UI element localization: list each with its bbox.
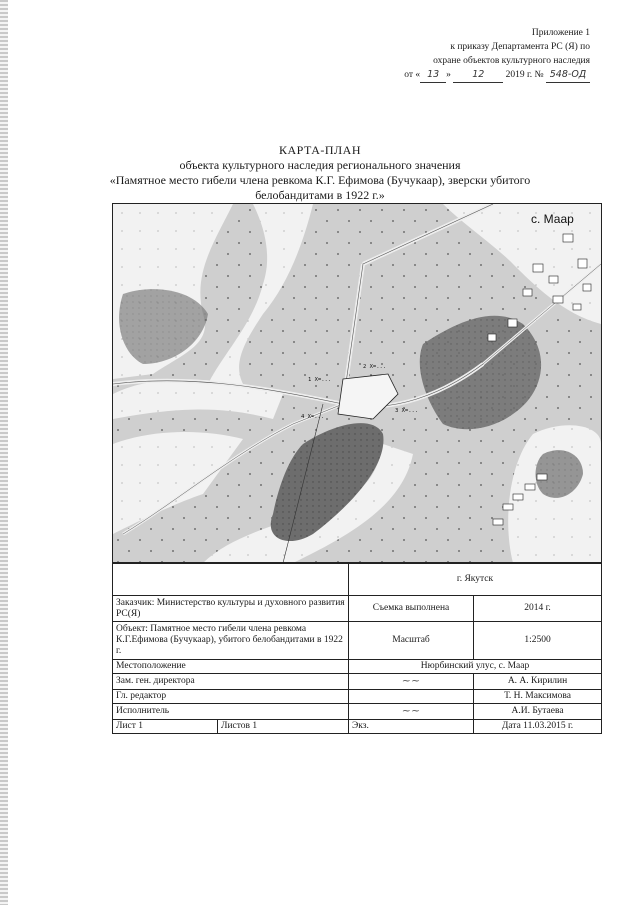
- date-day: 13: [420, 68, 446, 83]
- stamp-executor-label: Исполнитель: [113, 704, 349, 720]
- appendix-header: [330, 26, 590, 83]
- stamp-editor-label: Гл. редактор: [113, 690, 349, 704]
- village-label: с. Маар: [531, 212, 574, 226]
- stamp-row-location: [113, 660, 602, 674]
- stamp-scale-label: Масштаб: [349, 622, 474, 660]
- title-line-3: «Памятное место гибели члена ревкома К.Г. Ефимова (Бучукаар), зверски убитого: [109, 173, 531, 187]
- stamp-sheets-total: Листов 1: [218, 720, 349, 734]
- stamp-survey-year: 2014 г.: [474, 596, 602, 622]
- appendix-line-2: к приказу Департамента РС (Я) по: [450, 42, 590, 52]
- title-block: [100, 143, 540, 203]
- map-drawing: [113, 204, 601, 563]
- title-line-2: объекта культурного наследия регионального значения: [179, 158, 461, 172]
- coord-label-4: 4 X=...: [301, 414, 325, 420]
- appendix-line-3: охране объектов культурного наследия: [433, 56, 590, 66]
- date-mid: »: [446, 70, 451, 80]
- document-title: КАРТА-ПЛАН: [278, 143, 362, 157]
- stamp-city: г. Якутск: [349, 563, 602, 596]
- stamp-deputy-label: Зам. ген. директора: [113, 674, 349, 690]
- stamp-location-label: Местоположение: [113, 660, 349, 674]
- stamp-row-editor: [113, 690, 602, 704]
- coord-label-1: 1 X=...: [308, 377, 332, 383]
- date-prefix: от «: [404, 70, 421, 80]
- signature-executor: ~~: [401, 704, 421, 717]
- doc-number: 548-ОД: [546, 68, 590, 83]
- stamp-copy: Экз.: [349, 720, 474, 734]
- stamp-deputy-name: А. А. Кирилин: [474, 674, 602, 690]
- stamp-executor-name: А.И. Бутаева: [474, 704, 602, 720]
- stamp-location-value: Нюрбинский улус, с. Маар: [349, 660, 602, 674]
- order-date-line: [330, 68, 590, 83]
- stamp-row-object: [113, 622, 602, 660]
- scan-edge: [0, 0, 8, 905]
- stamp-row-city: [113, 563, 602, 596]
- stamp-row-sheets: [113, 720, 602, 734]
- stamp-sheet: Лист 1: [113, 720, 218, 734]
- date-month: 12: [453, 68, 503, 83]
- coord-label-2: 2 X=...: [363, 364, 387, 370]
- stamp-scale-value: 1:2500: [474, 622, 602, 660]
- title-line-4: белобандитами в 1922 г.»: [255, 188, 385, 202]
- stamp-date: Дата 11.03.2015 г.: [474, 720, 602, 734]
- signature-deputy: ~~: [401, 674, 421, 687]
- stamp-row-customer: [113, 596, 602, 622]
- date-year: 2019 г. №: [505, 70, 544, 80]
- stamp-row-executor: [113, 704, 602, 720]
- stamp-editor-name: Т. Н. Максимова: [474, 690, 602, 704]
- stamp-object: Объект: Памятное место гибели члена ревкома К.Г.Ефимова (Бучукаар), убитого белобандитами в 1922 г.: [113, 622, 349, 660]
- coord-label-3: 3 X=...: [395, 408, 419, 414]
- stamp-editor-signature: [349, 690, 474, 704]
- stamp-customer: Заказчик: Министерство культуры и духовного развития РС(Я): [113, 596, 349, 622]
- appendix-line-1: Приложение 1: [531, 28, 590, 38]
- title-block-stamp: [112, 562, 602, 734]
- site-map: [112, 203, 602, 564]
- stamp-executor-signature: [349, 704, 474, 720]
- stamp-survey-label: Съемка выполнена: [349, 596, 474, 622]
- stamp-deputy-signature: [349, 674, 474, 690]
- stamp-row-deputy: [113, 674, 602, 690]
